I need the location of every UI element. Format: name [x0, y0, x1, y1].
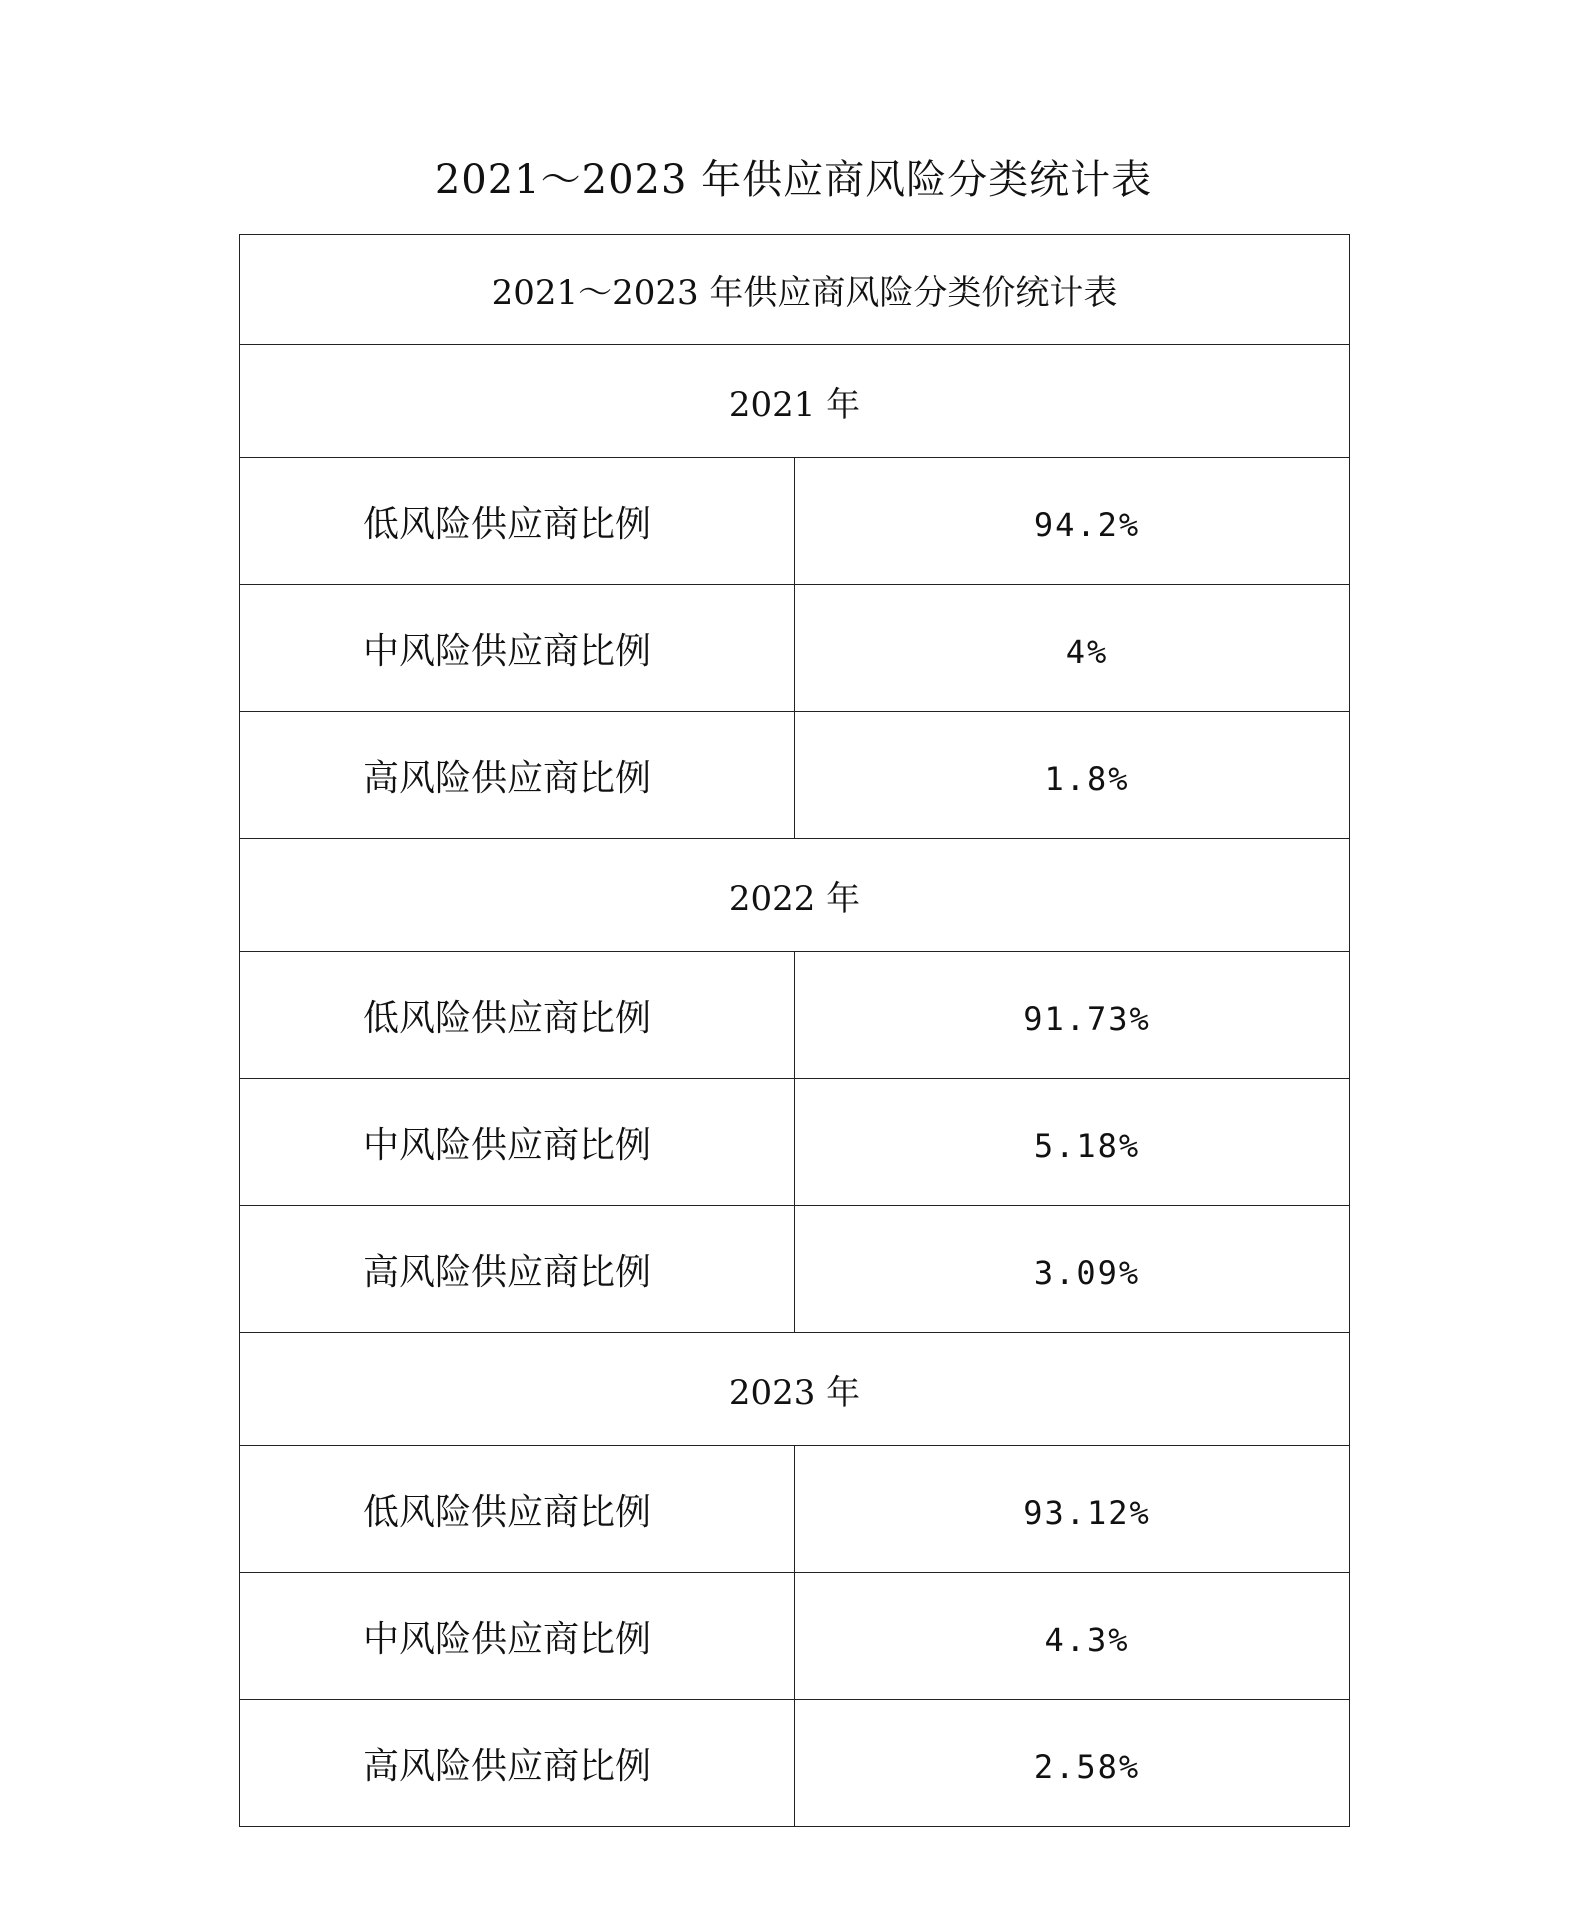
- risk-value-medium: 4.3%: [795, 1573, 1350, 1700]
- risk-statistics-table: [239, 234, 1350, 1827]
- risk-value-low: 91.73%: [795, 952, 1350, 1079]
- table-caption-row: [240, 235, 1350, 345]
- risk-label-medium: 中风险供应商比例: [240, 1573, 795, 1700]
- table-row: [240, 1700, 1350, 1827]
- risk-value-medium: 4%: [795, 585, 1350, 712]
- page-title: 2021～2023 年供应商风险分类统计表: [434, 157, 1153, 203]
- risk-label-high: 高风险供应商比例: [240, 712, 795, 839]
- table-row: [240, 712, 1350, 839]
- table-row: [240, 1446, 1350, 1573]
- risk-value-high: 3.09%: [795, 1206, 1350, 1333]
- risk-value-high: 2.58%: [795, 1700, 1350, 1827]
- table-row: [240, 1079, 1350, 1206]
- table-row: [240, 952, 1350, 1079]
- risk-value-high: 1.8%: [795, 712, 1350, 839]
- risk-label-high: 高风险供应商比例: [240, 1700, 795, 1827]
- risk-label-low: 低风险供应商比例: [240, 1446, 795, 1573]
- risk-label-high: 高风险供应商比例: [240, 1206, 795, 1333]
- risk-label-low: 低风险供应商比例: [240, 952, 795, 1079]
- year-header-2023: 2023 年: [240, 1333, 1350, 1446]
- year-header-row: [240, 1333, 1350, 1446]
- table-row: [240, 1573, 1350, 1700]
- year-header-row: [240, 345, 1350, 458]
- risk-label-low: 低风险供应商比例: [240, 458, 795, 585]
- table-row: [240, 458, 1350, 585]
- table-caption: 2021～2023 年供应商风险分类价统计表: [240, 235, 1350, 345]
- risk-value-low: 94.2%: [795, 458, 1350, 585]
- risk-value-low: 93.12%: [795, 1446, 1350, 1573]
- table-row: [240, 585, 1350, 712]
- year-header-row: [240, 839, 1350, 952]
- table-row: [240, 1206, 1350, 1333]
- year-header-2022: 2022 年: [240, 839, 1350, 952]
- risk-label-medium: 中风险供应商比例: [240, 585, 795, 712]
- risk-value-medium: 5.18%: [795, 1079, 1350, 1206]
- year-header-2021: 2021 年: [240, 345, 1350, 458]
- risk-label-medium: 中风险供应商比例: [240, 1079, 795, 1206]
